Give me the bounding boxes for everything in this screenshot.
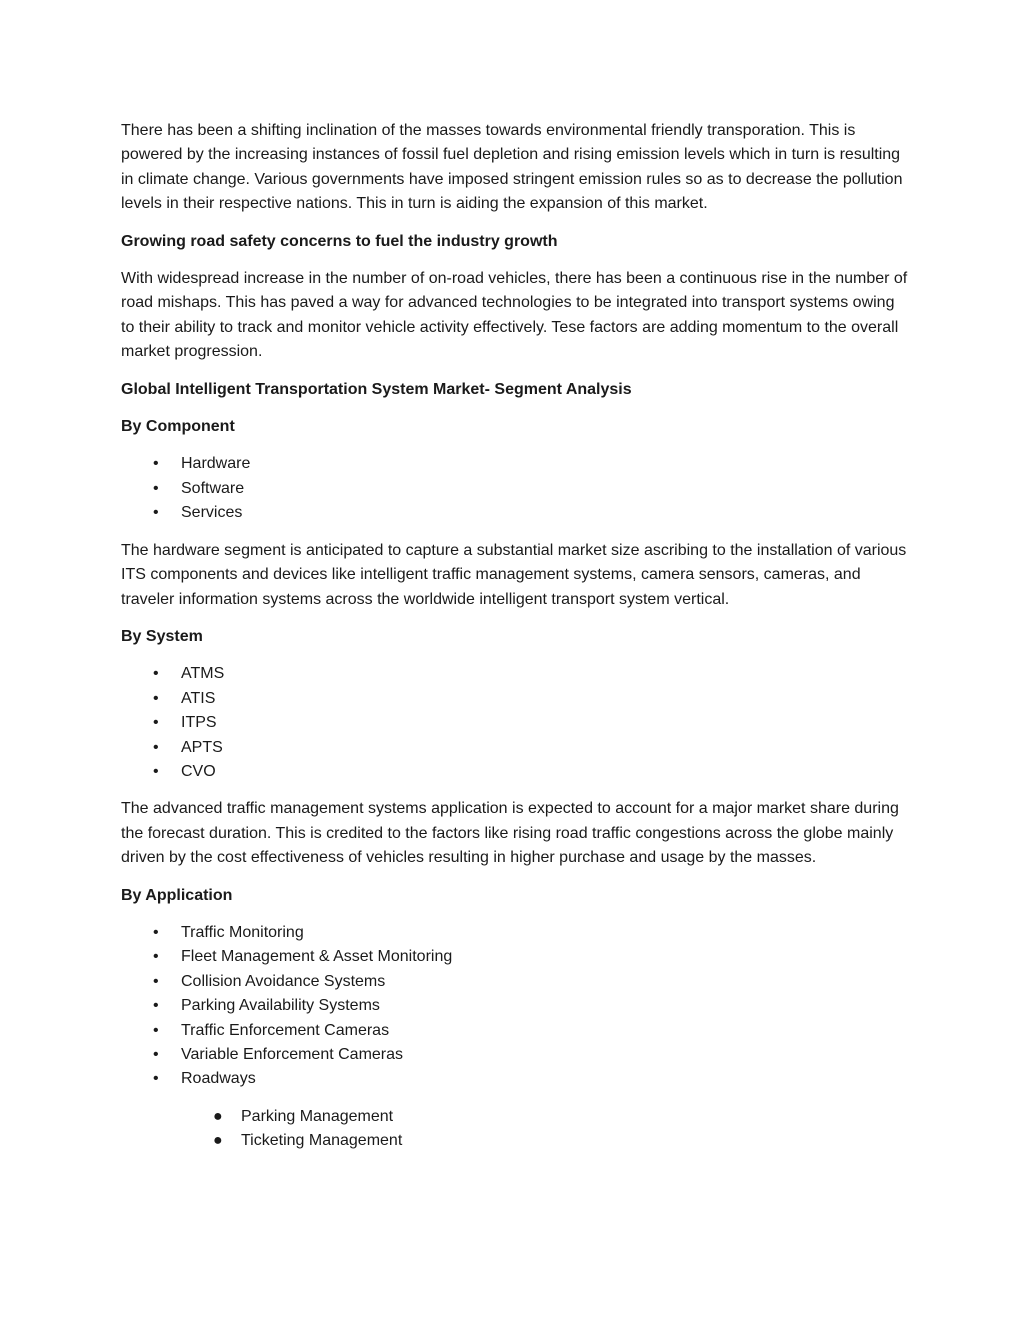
list-item <box>121 994 911 1018</box>
list-item-label: Fleet Management & Asset Monitoring <box>181 948 453 966</box>
application-list <box>121 921 911 1092</box>
document-body <box>121 119 911 1154</box>
bullet-icon: • <box>153 762 159 780</box>
list-item <box>121 711 911 735</box>
list-item <box>121 1067 911 1091</box>
safety-heading: Growing road safety concerns to fuel the industry growth <box>121 232 558 250</box>
bullet-icon: • <box>153 923 159 941</box>
bullet-icon: • <box>153 504 159 522</box>
bullet-icon: • <box>153 1046 159 1063</box>
list-item <box>121 921 911 945</box>
list-item-label: Services <box>181 504 243 522</box>
list-item-label: CVO <box>181 762 216 780</box>
system-list <box>121 662 911 784</box>
list-item-label: Hardware <box>181 455 251 473</box>
list-item <box>121 662 911 686</box>
list-item-label: Parking Availability Systems <box>181 997 380 1015</box>
application-heading: By Application <box>121 886 233 904</box>
bullet-icon: ● <box>213 1107 223 1125</box>
list-item-label: Traffic Enforcement Cameras <box>181 1021 390 1039</box>
list-item <box>121 1019 911 1043</box>
list-item-label: Software <box>181 479 245 497</box>
list-item <box>121 687 911 711</box>
sub-list-item-label: Ticketing Management <box>241 1132 403 1150</box>
list-item <box>121 477 911 501</box>
list-item <box>121 945 911 969</box>
bullet-icon: • <box>153 972 159 990</box>
intro-paragraph: There has been a shifting inclination of the masses towards environmental friendly transporation. This is powered by the increasing instances of fossil fuel depletion and rising emission levels which in turn is resulting in climate change. Various governments have imposed stringent emission rules so as to decrease the pollution levels in their respective nations. This in turn is aiding the expansion of this market. <box>121 122 903 213</box>
component-list <box>121 452 911 525</box>
bullet-icon: ● <box>213 1132 223 1150</box>
bullet-icon: • <box>153 997 159 1015</box>
segment-analysis-heading: Global Intelligent Transportation System Market- Segment Analysis <box>121 380 632 398</box>
list-item-label: Traffic Monitoring <box>181 923 304 941</box>
list-item-label: Variable Enforcement Cameras <box>181 1046 404 1063</box>
sub-list-item <box>121 1105 911 1129</box>
list-item-label: Collision Avoidance Systems <box>181 972 386 990</box>
list-item-label: ATMS <box>181 665 225 683</box>
roadways-sub-list <box>121 1105 911 1154</box>
sub-list-item <box>121 1129 911 1153</box>
bullet-icon: • <box>153 665 159 683</box>
list-item <box>121 736 911 760</box>
bullet-icon: • <box>153 1070 159 1088</box>
system-paragraph: The advanced traffic management systems application is expected to account for a major market share during the forecast duration. This is credited to the factors like rising road traffic congestions across the globe mainly driven by the cost effectiveness of vehicles resulting in higher purchase and usage by the masses. <box>121 800 899 867</box>
list-item <box>121 452 911 476</box>
component-paragraph: The hardware segment is anticipated to capture a substantial market size ascribing to the installation of various ITS components and devices like intelligent traffic management systems, camera sensors, cameras, and traveler information systems across the worldwide intelligent transport system vertical. <box>121 541 907 608</box>
list-item-label: Roadways <box>181 1070 256 1088</box>
system-heading: By System <box>121 627 203 645</box>
list-item-label: ITPS <box>181 714 217 732</box>
list-item <box>121 970 911 994</box>
sub-list-item-label: Parking Management <box>241 1107 394 1125</box>
bullet-icon: • <box>153 455 159 473</box>
bullet-icon: • <box>153 479 159 497</box>
bullet-icon: • <box>153 689 159 707</box>
list-item <box>121 1043 911 1067</box>
bullet-icon: • <box>153 948 159 966</box>
bullet-icon: • <box>153 1021 159 1039</box>
list-item-label: APTS <box>181 738 223 756</box>
safety-paragraph: With widespread increase in the number of on-road vehicles, there has been a continuous rise in the number of road mishaps. This has paved a way for advanced technologies to be integrated into transport systems owing to their ability to track and monitor vehicle activity effectively. Tese factors are adding momentum to the overall market progression. <box>121 270 908 361</box>
list-item <box>121 501 911 525</box>
bullet-icon: • <box>153 714 159 732</box>
list-item-label: ATIS <box>181 689 216 707</box>
list-item <box>121 760 911 784</box>
component-heading: By Component <box>121 418 235 436</box>
bullet-icon: • <box>153 738 159 756</box>
